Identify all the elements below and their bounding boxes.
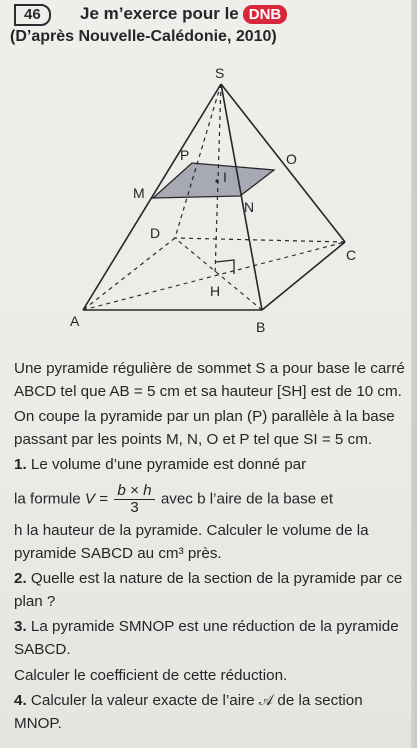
- label-I: I: [223, 169, 227, 185]
- point-I: [215, 179, 218, 182]
- question-3-continuation: Calculer le coefficient de cette réduction.: [14, 666, 288, 684]
- label-P: P: [180, 147, 190, 163]
- pyramid-figure: [0, 48, 417, 348]
- question-2-number: 2.: [14, 570, 27, 588]
- label-M: M: [133, 185, 145, 201]
- label-N: N: [244, 199, 255, 215]
- diagonal-BD-hidden: [175, 238, 262, 310]
- label-S: S: [215, 65, 225, 81]
- formula-prefix: la formule: [14, 490, 81, 508]
- exercise-title-text: Je m’exerce pour le: [80, 4, 239, 23]
- question-1: [14, 454, 414, 477]
- edge-SC: [221, 84, 345, 242]
- question-4-text: Calculer la valeur exacte de l’aire 𝒜 de la section MNOP.: [14, 692, 363, 732]
- edge-BC: [262, 242, 345, 310]
- intro-paragraph-2: On coupe la pyramide par un plan (P) parallèle à la base passant par les points M, N, O et P tel que SI = 5 cm.: [14, 408, 395, 448]
- exercise-header: [14, 4, 414, 26]
- label-D: D: [150, 225, 161, 241]
- question-1-number: 1.: [14, 456, 27, 474]
- label-A: A: [70, 313, 80, 329]
- question-3-text: La pyramide SMNOP est une réduction de la pyramide SABCD.: [14, 618, 399, 658]
- label-C: C: [346, 247, 357, 263]
- question-4-number: 4.: [14, 692, 27, 710]
- question-1-formula-line: la formule V = $\frac{b \times h}{3}$ avec b l’aire de la base et: [14, 481, 334, 516]
- formula-denominator: 3: [130, 498, 139, 516]
- exercise-title: [80, 4, 287, 24]
- edge-DA-hidden: [83, 238, 175, 310]
- formula-numerator: b × h: [114, 483, 154, 500]
- question-2-text: Quelle est la nature de la section de la pyramide par ce plan ?: [14, 570, 403, 610]
- formula-variable: V: [84, 490, 96, 508]
- exercise-source: (D’après Nouvelle-Calédonie, 2010): [10, 28, 277, 45]
- formula-fraction: [114, 483, 154, 516]
- question-4: [14, 690, 414, 735]
- label-H: H: [210, 283, 221, 299]
- edge-CD-hidden: [175, 238, 345, 242]
- label-B: B: [256, 319, 266, 335]
- dnb-badge: DNB: [243, 5, 288, 24]
- question-1-continuation: h la hauteur de la pyramide. Calculer le volume de la pyramide SABCD au cm³ près.: [14, 521, 369, 562]
- question-3-number: 3.: [14, 618, 27, 636]
- intro-paragraph-1: Une pyramide régulière de sommet S a pour base le carré ABCD tel que AB = 5 cm et sa hauteur [SH] est de 10 cm.: [14, 360, 405, 400]
- label-O: O: [286, 151, 297, 167]
- page-edge-shadow: [411, 0, 417, 748]
- question-2: [14, 568, 414, 613]
- edge-SB: [221, 84, 262, 310]
- formula-suffix: avec b l’aire de la base et: [160, 490, 334, 508]
- question-1-text: Le volume d’une pyramide est donné par: [30, 456, 307, 474]
- diagonal-AC-hidden: [83, 242, 345, 310]
- exercise-number: 46: [14, 4, 51, 26]
- section-MNOP: [153, 163, 274, 198]
- exercise-text: [14, 358, 414, 738]
- question-3: [14, 616, 414, 661]
